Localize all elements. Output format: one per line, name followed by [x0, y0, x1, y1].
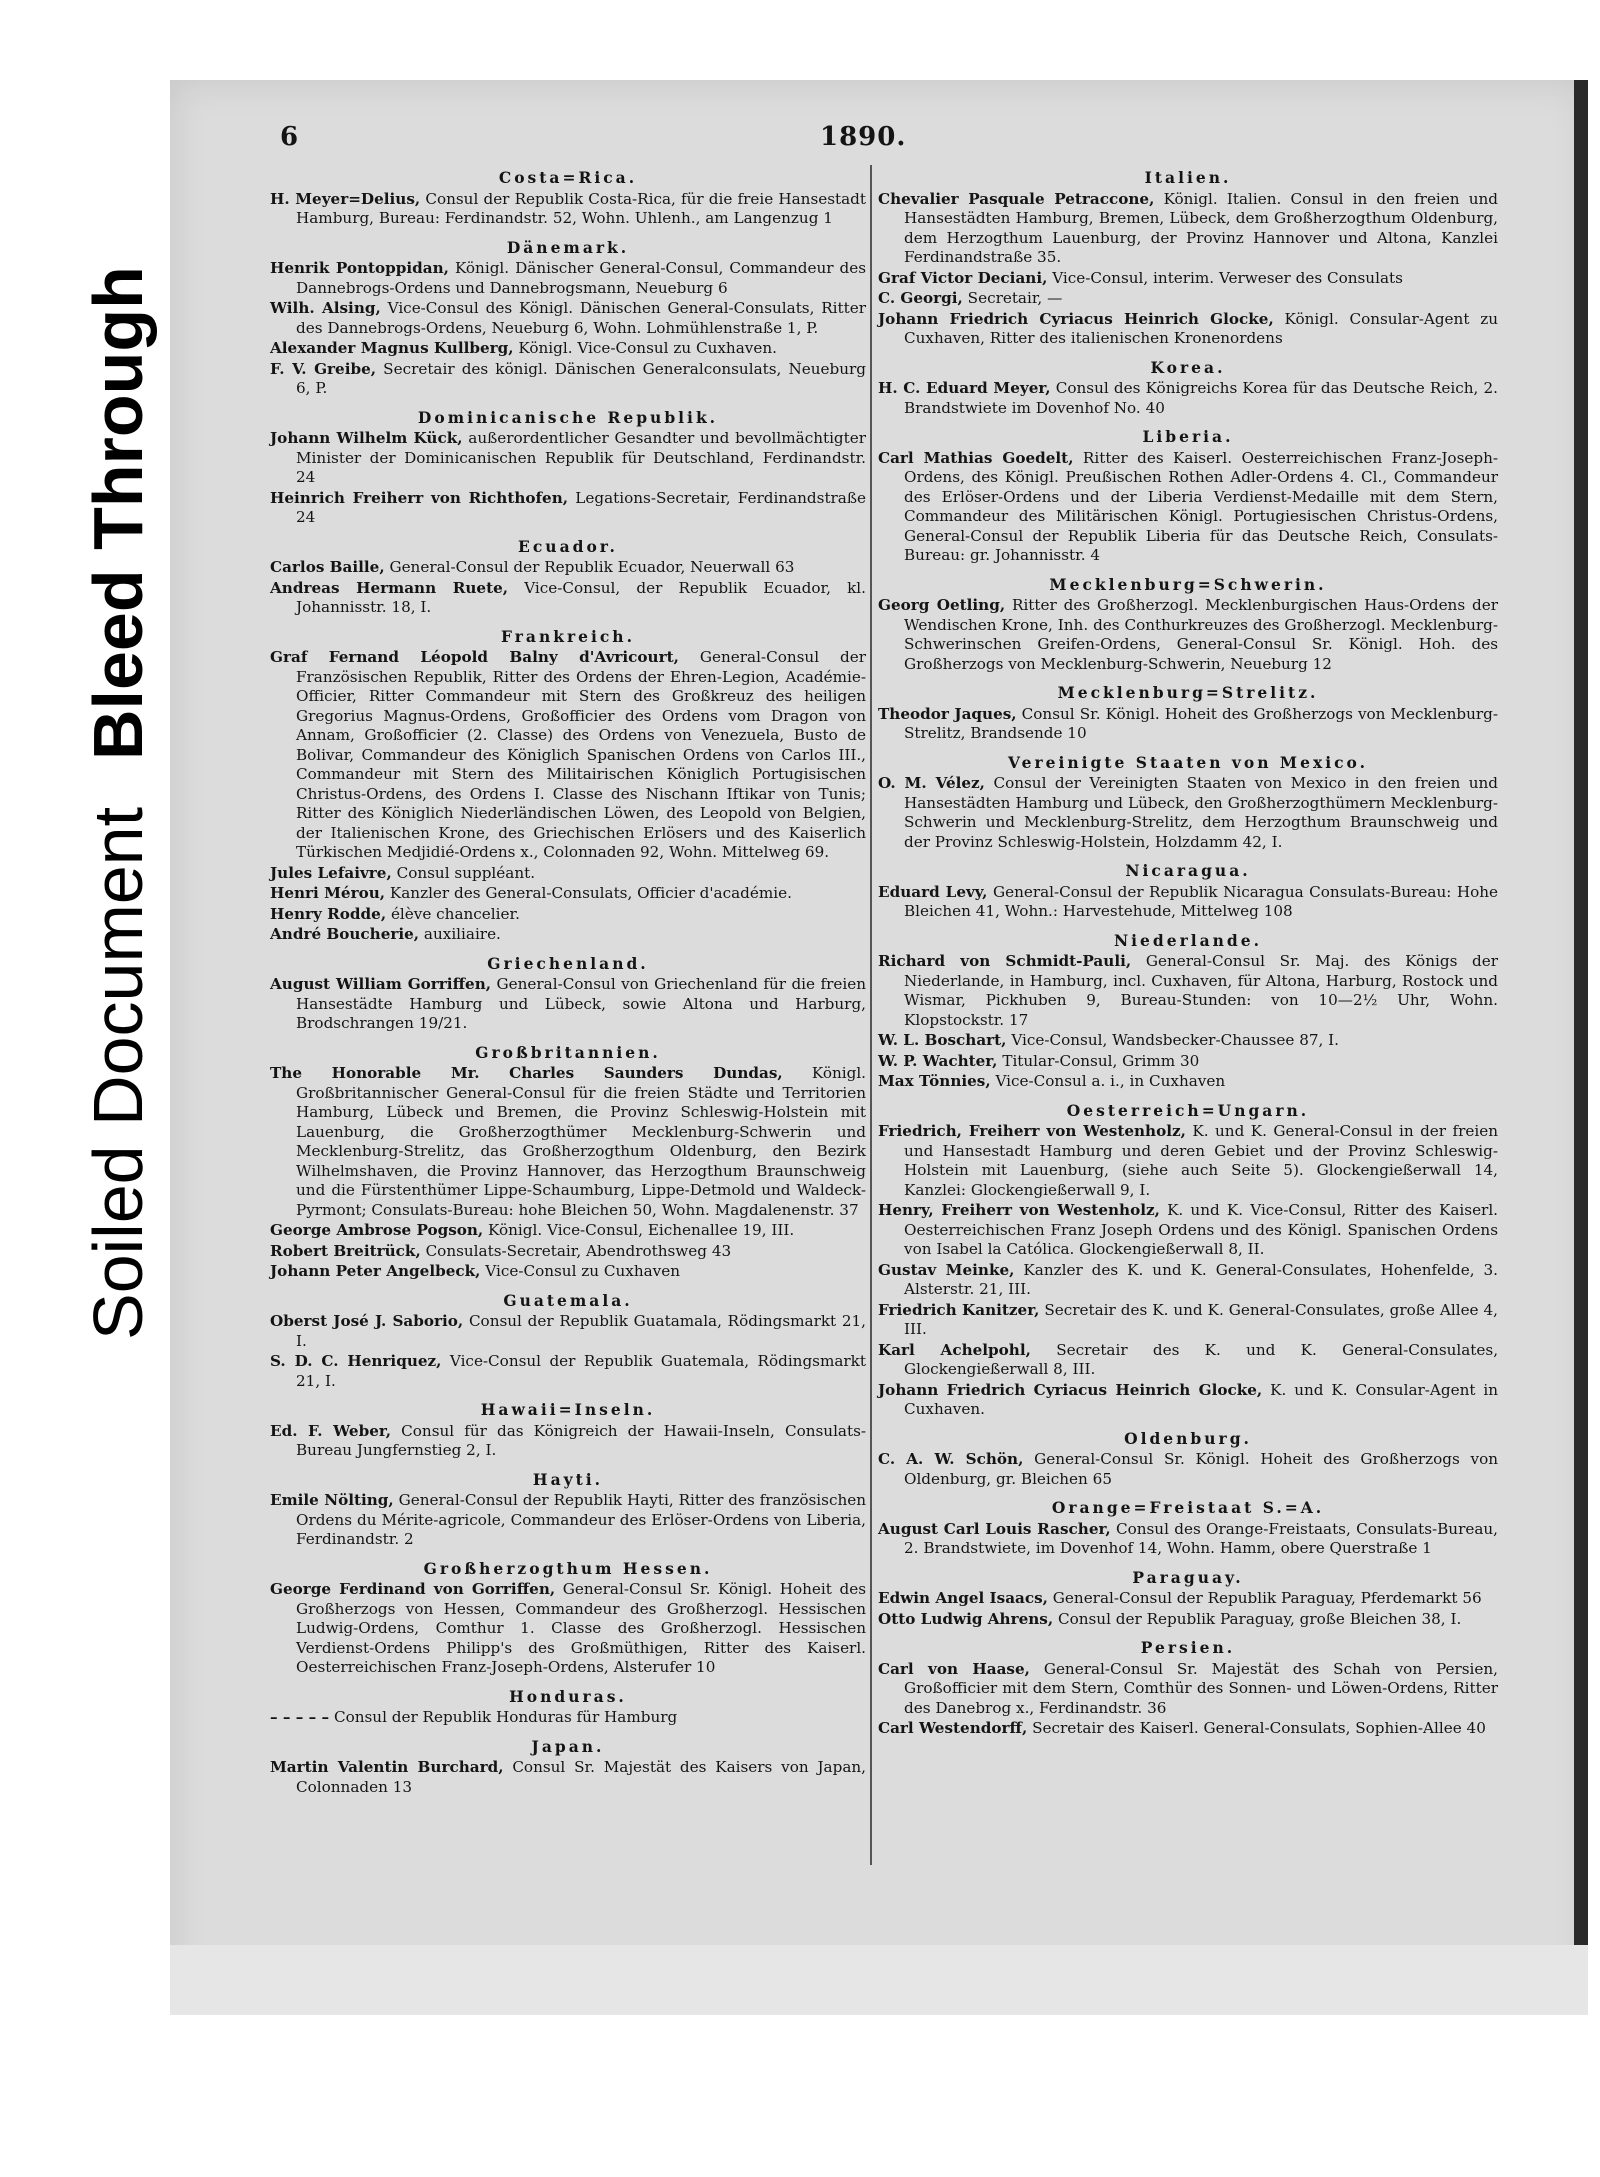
- page-number: 6: [280, 122, 299, 152]
- consul-name: August William Gorriffen,: [270, 975, 492, 993]
- consul-description: General-Consul Sr. Königl. Hoheit des Großherzogs von Oldenburg, gr. Bleichen 65: [904, 1450, 1498, 1488]
- consul-description: Königl. Consular-Agent zu Cuxhaven, Ritter des italienischen Kronenordens: [904, 309, 1498, 347]
- consul-name: Wilh. Alsing,: [270, 299, 381, 317]
- country-section: [270, 408, 866, 528]
- left-column: [270, 165, 866, 1806]
- scanned-page: [170, 80, 1588, 2015]
- consul-entry: [878, 1341, 1498, 1380]
- page-header: [280, 122, 1550, 162]
- consul-entry: [270, 579, 866, 618]
- consul-name: H. Meyer=Delius,: [270, 189, 421, 208]
- consul-entry: [878, 1122, 1498, 1200]
- consul-name: Theodor Jaques,: [878, 704, 1017, 723]
- consul-description: Königl. Großbritannischer General-Consul für die freien Städte und Territorien Hamburg, Lübeck und Bremen, die Provinz Schleswig-Holstein mit Lauenburg, die Großherzogthümer Mecklenburg-Schwerin und Mecklenburg-Strelitz, das Großherzogthum Oldenburg, den Bezirk Wilhelmshaven, die Provinz Hannover, das Herzogthum Braunschweig und die Fürstenthümer Lippe-Schaumburg, Lippe-Detmold und Waldeck-Pyrmont; Consulats-Bureau: hohe Bleichen 50, Wohn. Magdalenenstr. 37: [296, 1064, 867, 1219]
- country-heading: Hawaii=Inseln.: [480, 1400, 656, 1419]
- consul-entry: [270, 884, 866, 904]
- consul-entry: [878, 1072, 1498, 1092]
- consul-entry: [878, 883, 1498, 922]
- country-section: [270, 1559, 866, 1678]
- country-section: [270, 1291, 866, 1392]
- consul-description: Consul des Königreichs Korea für das Deutsche Reich, 2. Brandstwiete im Dovenhof No. 40: [904, 379, 1499, 417]
- consul-name: George Ferdinand von Gorriffen,: [270, 1580, 556, 1598]
- consul-entry: [270, 864, 866, 884]
- consul-name: Max Tönnies,: [878, 1072, 991, 1090]
- consul-name: Graf Victor Deciani,: [878, 268, 1048, 287]
- consul-entry: [270, 339, 866, 359]
- consul-entry: [878, 289, 1498, 309]
- consul-description: General-Consul Sr. Majestät des Schah von Persien, Großofficier mit dem Stern, Comthür des Sonnen- und Löwen-Ordens, Ritter des Danebrog x., Ferdinandstr. 36: [904, 1659, 1499, 1717]
- country-heading: Korea.: [1150, 357, 1226, 377]
- consul-name: Johann Friedrich Cyriacus Heinrich Glocke,: [878, 1380, 1263, 1399]
- country-heading: Oldenburg.: [1124, 1428, 1252, 1448]
- consul-name: Henry Rodde,: [270, 904, 387, 923]
- consul-name: Otto Ludwig Ahrens,: [878, 1609, 1054, 1628]
- consul-description: Consul der Republik Paraguay, große Bleichen 38, I.: [1057, 1609, 1462, 1628]
- consul-entry: [878, 379, 1498, 418]
- consul-description: Consul suppléant.: [396, 863, 536, 882]
- consul-description: Consul der Republik Costa-Rica, für die freie Hansestadt Hamburg, Bureau: Ferdinandstr. 52, Wohn. Uhlenh., am Langenzug 1: [296, 189, 867, 227]
- consul-entry: [878, 952, 1498, 1030]
- consul-description: Secretair, —: [967, 289, 1063, 307]
- consul-entry: [270, 1708, 866, 1728]
- consul-name: Georg Oetling,: [878, 596, 1006, 614]
- country-heading: Frankreich.: [501, 626, 635, 646]
- country-section: [878, 1638, 1498, 1739]
- country-section: [270, 168, 866, 229]
- consul-description: Secretair des K. und K. General-Consulates, Glockengießerwall 8, III.: [904, 1340, 1499, 1378]
- consul-entry: [270, 1262, 866, 1282]
- country-section: [878, 683, 1498, 744]
- consul-entry: [270, 558, 866, 578]
- consul-description: Consul der Republik Honduras für Hamburg: [333, 1708, 678, 1726]
- consul-name: Eduard Levy,: [878, 882, 988, 901]
- country-heading: Paraguay.: [1132, 1567, 1244, 1587]
- country-heading: Nicaragua.: [1125, 861, 1251, 880]
- consul-entry: [270, 1758, 866, 1797]
- country-section: [878, 427, 1498, 566]
- consul-name: Andreas Hermann Ruete,: [270, 578, 509, 597]
- consul-entry: [878, 1520, 1498, 1559]
- consul-entry: [270, 1422, 866, 1461]
- country-section: [878, 168, 1498, 349]
- consul-entry: [878, 1381, 1498, 1420]
- consul-entry: [878, 1031, 1498, 1051]
- right-column: [878, 165, 1498, 1748]
- country-heading: Dänemark.: [506, 237, 630, 257]
- consul-entry: [270, 190, 866, 229]
- consul-description: Ritter des Kaiserl. Oesterreichischen Franz-Joseph-Ordens, des Königl. Preußischen Rothen Adler-Ordens 4. Cl., Commandeur des Erlöser-Ordens und der Liberia Verdienst-Medaille mit dem Stern, Commandeur des Militärischen Königl. Portugiesischen Christus-Ordens, General-Consul der Republik Liberia für das Deutsche Reich, Consulats-Bureau: gr. Johannisstr. 4: [904, 448, 1498, 564]
- consul-name: Jules Lefaivre,: [270, 863, 392, 882]
- consul-name: H. C. Eduard Meyer,: [878, 379, 1051, 397]
- country-heading: Dominicanische Republik.: [417, 407, 719, 427]
- country-heading: Ecuador.: [518, 536, 618, 556]
- consul-name: Martin Valentin Burchard,: [270, 1758, 504, 1776]
- consul-description: Vice-Consul, interim. Verweser des Consulats: [1052, 268, 1403, 287]
- consul-description: Secretair des K. und K. General-Consulates, große Allee 4, III.: [904, 1300, 1499, 1338]
- consul-name: Emile Nölting,: [270, 1491, 394, 1509]
- consul-entry: [878, 1589, 1498, 1609]
- country-heading: Mecklenburg=Strelitz.: [1057, 683, 1319, 702]
- consul-name: George Ambrose Pogson,: [270, 1221, 484, 1239]
- soiled-document-label: Soiled Document: [79, 806, 157, 1340]
- consul-entry: [270, 360, 866, 399]
- consul-description: General-Consul der Republik Nicaragua Consulats-Bureau: Hohe Bleichen 41, Wohn.: Harvestehude, Mittelweg 108: [904, 882, 1499, 920]
- consul-entry: [270, 1352, 866, 1391]
- country-section: [878, 931, 1498, 1092]
- country-section: [878, 358, 1498, 419]
- consul-entry: [878, 1301, 1498, 1340]
- consul-description: General-Consul der Republik Hayti, Ritter des französischen Ordens du Mérite-agricole, Commandeur des Erlöser-Ordens von Liberia, Ferdinandstr. 2: [296, 1491, 867, 1548]
- consul-entry: [878, 1610, 1498, 1630]
- country-section: [878, 1101, 1498, 1420]
- consul-entry: [878, 190, 1498, 268]
- consul-name: Carlos Baille,: [270, 558, 385, 576]
- consul-entry: [878, 449, 1498, 566]
- consul-entry: [270, 1242, 866, 1262]
- consul-entry: [270, 905, 866, 925]
- consul-entry: [878, 310, 1498, 349]
- country-heading: Oesterreich=Ungarn.: [1066, 1100, 1310, 1120]
- consul-name: Heinrich Freiherr von Richthofen,: [270, 488, 569, 507]
- consul-name: August Carl Louis Rascher,: [878, 1519, 1111, 1538]
- consul-name: W. P. Wachter,: [878, 1051, 998, 1070]
- consul-name: Graf Fernand Léopold Balny d'Avricourt,: [270, 648, 679, 666]
- consul-name: Henry, Freiherr von Westenholz,: [878, 1201, 1160, 1219]
- consul-description: Vice-Consul, Wandsbecker-Chaussee 87, I.: [1011, 1031, 1340, 1049]
- consul-entry: [878, 1201, 1498, 1260]
- consul-description: Consul des Orange-Freistaats, Consulats-Bureau, 2. Brandstwiete, im Dovenhof 14, Wohn. Hamm, obere Querstraße 1: [904, 1519, 1498, 1557]
- consul-description: General-Consul der Republik Paraguay, Pferdemarkt 56: [1052, 1589, 1482, 1607]
- country-heading: Liberia.: [1142, 427, 1234, 446]
- consul-name: Richard von Schmidt-Pauli,: [878, 952, 1132, 970]
- consul-entry: [270, 975, 866, 1034]
- country-section: [270, 1687, 866, 1728]
- consul-name: Oberst José J. Saborio,: [270, 1312, 464, 1330]
- country-section: [878, 1498, 1498, 1559]
- country-heading: Hayti.: [532, 1469, 604, 1489]
- consul-name: Robert Breitrück,: [270, 1241, 421, 1260]
- consul-description: Consul für das Königreich der Hawaii-Inseln, Consulats-Bureau Jungfernstieg 2, I.: [296, 1421, 867, 1459]
- consul-name: Friedrich, Freiherr von Westenholz,: [878, 1122, 1186, 1140]
- consul-entry: [878, 269, 1498, 289]
- consul-description: auxiliaire.: [423, 925, 501, 943]
- country-heading: Großherzogthum Hessen.: [423, 1558, 713, 1578]
- consul-name: S. D. C. Henriquez,: [270, 1352, 442, 1370]
- consul-name: – – – – –: [270, 1708, 330, 1726]
- country-section: [878, 1429, 1498, 1490]
- consul-entry: [270, 925, 866, 945]
- consul-description: Consul der Vereinigten Staaten von Mexico in den freien und Hansestädten Hamburg und Lübeck, den Großherzogthümern Mecklenburg-Schwerin und Mecklenburg-Strelitz, dem Herzogthum Braunschweig und der Provinz Schleswig-Holstein, Holzdamm 42, I.: [904, 774, 1499, 851]
- consul-entry: [270, 1064, 866, 1220]
- consul-name: Carl Westendorff,: [878, 1719, 1028, 1737]
- consul-description: Consul Sr. Majestät des Kaisers von Japan, Colonnaden 13: [296, 1758, 866, 1796]
- consul-name: Gustav Meinke,: [878, 1260, 1015, 1279]
- country-heading: Costa=Rica.: [498, 168, 638, 187]
- country-section: [270, 1043, 866, 1282]
- consul-description: General-Consul Sr. Königl. Hoheit des Großherzogs von Hessen, Commandeur des Großherzogl. Hessischen Ludwig-Ordens, Comthur 1. Classe des Großherzogl. Hessischen Verdienst-Ordens Philipp's des Großmüthigen, Ritter des Kaiserl. Oesterreichischen Franz-Joseph-Ordens, Alsterufer 10: [296, 1580, 866, 1676]
- consul-entry: [270, 1221, 866, 1241]
- consul-name: W. L. Boschart,: [878, 1031, 1007, 1049]
- consul-description: General-Consul von Griechenland für die freien Hansestädte Hamburg und Lübeck, sowie Altona und Harburg, Brodschrangen 19/21.: [296, 975, 866, 1032]
- country-heading: Guatemala.: [503, 1290, 633, 1310]
- country-section: [878, 753, 1498, 853]
- consul-description: Königl. Italien. Consul in den freien und Hansestädten Hamburg, Bremen, Lübeck, dem Großherzogthum Oldenburg, dem Herzogthum Lauenburg, der Provinz Hannover und Altona, Kanzlei Ferdinandstraße 35.: [904, 189, 1499, 266]
- country-heading: Vereinigte Staaten von Mexico.: [1008, 752, 1368, 772]
- consul-name: Alexander Magnus Kullberg,: [270, 339, 514, 357]
- consul-name: The Honorable Mr. Charles Saunders Dundas,: [270, 1064, 783, 1082]
- consul-description: Königl. Vice-Consul zu Cuxhaven.: [518, 339, 777, 357]
- consul-entry: [878, 1660, 1498, 1719]
- country-heading: Großbritannien.: [475, 1042, 661, 1062]
- country-heading: Griechenland.: [487, 953, 649, 973]
- consul-description: außerordentlicher Gesandter und bevollmächtigter Minister der Dominicanischen Republik für Deutschland, Ferdinandstr. 24: [296, 429, 867, 486]
- consul-description: Vice-Consul des Königl. Dänischen General-Consulats, Ritter des Dannebrogs-Ordens, Neueburg 6, Wohn. Lohmühlenstraße 1, P.: [296, 299, 866, 337]
- country-heading: Niederlande.: [1113, 930, 1263, 950]
- consul-name: F. V. Greibe,: [270, 359, 377, 378]
- consul-entry: [270, 1491, 866, 1550]
- consul-description: Secretair des Kaiserl. General-Consulats, Sophien-Allee 40: [1032, 1719, 1486, 1737]
- consul-entry: [878, 1261, 1498, 1300]
- consul-description: General-Consul der Französischen Republik, Ritter des Ordens der Ehren-Legion, Académie-Officier, Ritter Commandeur mit Stern des Großkreuz des heiligen Gregorius Magnus-Ordens, Großofficier des Ordens vom Dragon von Annam, Großofficier (2. Classe) des Ordens von Venezuela, Busto de Bolivar, Commandeur des Königlich Spanischen Ordens von Carlos III., Commandeur mit Stern des Militairischen Königlich Portugisischen Christus-Ordens, des Ordens I. Classe des Nischann Iftikar von Tunis; Ritter des Königlich Niederländischen Löwen, des Leopold von Belgien, der Italienischen Krone, des Griechischen Erlösers und des Kaiserlich Türkischen Medjidié-Ordens x., Colonnaden 92, Wohn. Mittelweg 69.: [296, 648, 866, 861]
- column-divider: [870, 165, 872, 1865]
- country-heading: Mecklenburg=Schwerin.: [1049, 574, 1327, 594]
- consul-description: Secretair des königl. Dänischen Generalconsulats, Neueburg 6, P.: [296, 359, 866, 397]
- consul-entry: [878, 774, 1498, 852]
- consul-name: C. A. W. Schön,: [878, 1450, 1024, 1468]
- consul-description: Titular-Consul, Grimm 30: [1002, 1051, 1200, 1070]
- scan-edge-shadow: [1574, 80, 1588, 2015]
- consul-name: Chevalier Pasquale Petraccone,: [878, 189, 1155, 208]
- country-section: [270, 1737, 866, 1798]
- consul-description: General-Consul Sr. Maj. des Königs der Niederlande, in Hamburg, incl. Cuxhaven, für Altona, Harburg, Rostock und Wismar, Pickhuben 9, Bureau-Stunden: von 10—2½ Uhr, Wohn. Klopstockstr. 17: [904, 952, 1498, 1029]
- consul-entry: [270, 429, 866, 488]
- consul-description: Kanzler des K. und K. General-Consulates, Hohenfelde, 3. Alsterstr. 21, III.: [904, 1260, 1499, 1298]
- consul-entry: [270, 1580, 866, 1678]
- page-year: 1890.: [820, 122, 907, 152]
- consul-description: Consul Sr. Königl. Hoheit des Großherzogs von Mecklenburg-Strelitz, Brandsende 10: [904, 704, 1498, 742]
- consul-description: Vice-Consul der Republik Guatemala, Rödingsmarkt 21, I.: [296, 1352, 866, 1390]
- consul-name: Carl Mathias Goedelt,: [878, 448, 1074, 467]
- consul-entry: [270, 489, 866, 528]
- consul-entry: [878, 705, 1498, 744]
- consul-description: Vice-Consul zu Cuxhaven: [485, 1262, 681, 1280]
- consul-name: O. M. Vélez,: [878, 774, 985, 792]
- country-section: [270, 627, 866, 945]
- consul-description: Königl. Vice-Consul, Eichenallee 19, III.: [488, 1221, 795, 1239]
- country-section: [878, 575, 1498, 675]
- country-heading: Japan.: [531, 1736, 605, 1756]
- consul-name: Johann Wilhelm Kück,: [270, 429, 463, 447]
- consul-description: General-Consul der Republik Ecuador, Neuerwall 63: [389, 558, 795, 576]
- consul-entry: [270, 1312, 866, 1351]
- country-heading: Persien.: [1140, 1638, 1236, 1657]
- consul-description: Consulats-Secretair, Abendrothsweg 43: [425, 1241, 732, 1260]
- consul-name: André Boucherie,: [270, 925, 420, 943]
- consul-entry: [878, 1052, 1498, 1072]
- consul-entry: [878, 1719, 1498, 1739]
- consul-description: K. und K. General-Consul in der freien und Hansestadt Hamburg und deren Gebiet und der Provinz Schleswig-Holstein mit Lauenburg, (siehe auch Seite 5). Glockengießerwall 14, Kanzlei: Glockengießerwall 9, I.: [904, 1122, 1498, 1199]
- consul-name: Ed. F. Weber,: [270, 1421, 392, 1440]
- bleed-through-label: Bleed Through: [79, 266, 157, 760]
- consul-name: Johann Peter Angelbeck,: [270, 1262, 481, 1280]
- country-section: [878, 861, 1498, 922]
- country-section: [270, 1400, 866, 1461]
- consul-description: K. und K. Vice-Consul, Ritter des Kaiserl. Oesterreichischen Franz Joseph Ordens und des Königl. Spanischen Ordens von Isabel la Católica. Glockengießerwall 8, II.: [904, 1201, 1499, 1258]
- consul-description: Kanzler des General-Consulats, Officier d'académie.: [389, 884, 792, 902]
- consul-name: Friedrich Kanitzer,: [878, 1300, 1040, 1319]
- consul-description: Consul der Republik Guatamala, Rödingsmarkt 21, I.: [296, 1312, 867, 1350]
- consul-entry: [270, 299, 866, 338]
- consul-name: Johann Friedrich Cyriacus Heinrich Glocke,: [878, 309, 1274, 328]
- consul-name: Karl Achelpohl,: [878, 1340, 1031, 1359]
- consul-name: Edwin Angel Isaacs,: [878, 1589, 1048, 1607]
- country-section: [270, 537, 866, 618]
- consul-entry: [878, 596, 1498, 674]
- consul-description: K. und K. Consular-Agent in Cuxhaven.: [904, 1380, 1498, 1418]
- consul-name: C. Georgi,: [878, 289, 963, 307]
- consul-entry: [270, 648, 866, 863]
- country-section: [270, 954, 866, 1034]
- country-section: [270, 238, 866, 399]
- country-section: [270, 1470, 866, 1550]
- consul-name: Henri Mérou,: [270, 884, 386, 902]
- consul-description: Legations-Secretair, Ferdinandstraße 24: [296, 488, 866, 526]
- consul-name: Carl von Haase,: [878, 1659, 1030, 1678]
- country-heading: Honduras.: [509, 1686, 627, 1706]
- scan-bottom-margin: [170, 1945, 1588, 2015]
- consul-description: Königl. Dänischer General-Consul, Commandeur des Dannebrogs-Ordens und Dannebrogsmann, Neueburg 6: [296, 259, 867, 297]
- consul-description: élève chancelier.: [390, 904, 520, 923]
- consul-description: Vice-Consul a. i., in Cuxhaven: [995, 1072, 1226, 1090]
- consul-entry: [270, 259, 866, 298]
- consul-description: Ritter des Großherzogl. Mecklenburgischen Haus-Ordens der Wendischen Krone, Inh. des Conthurkreuzes des Großherzogl. Mecklenburg-Schwerinschen Greifen-Ordens, General-Consul Sr. Königl. Hoh. des Großherzogs von Mecklenburg-Schwerin, Neueburg 12: [904, 596, 1498, 673]
- country-section: [878, 1568, 1498, 1630]
- consul-description: Vice-Consul, der Republik Ecuador, kl. Johannisstr. 18, I.: [296, 578, 866, 616]
- consul-name: Henrik Pontoppidan,: [270, 259, 449, 277]
- consul-entry: [878, 1450, 1498, 1489]
- country-heading: Italien.: [1144, 168, 1232, 187]
- country-heading: Orange=Freistaat S.=A.: [1051, 1498, 1325, 1517]
